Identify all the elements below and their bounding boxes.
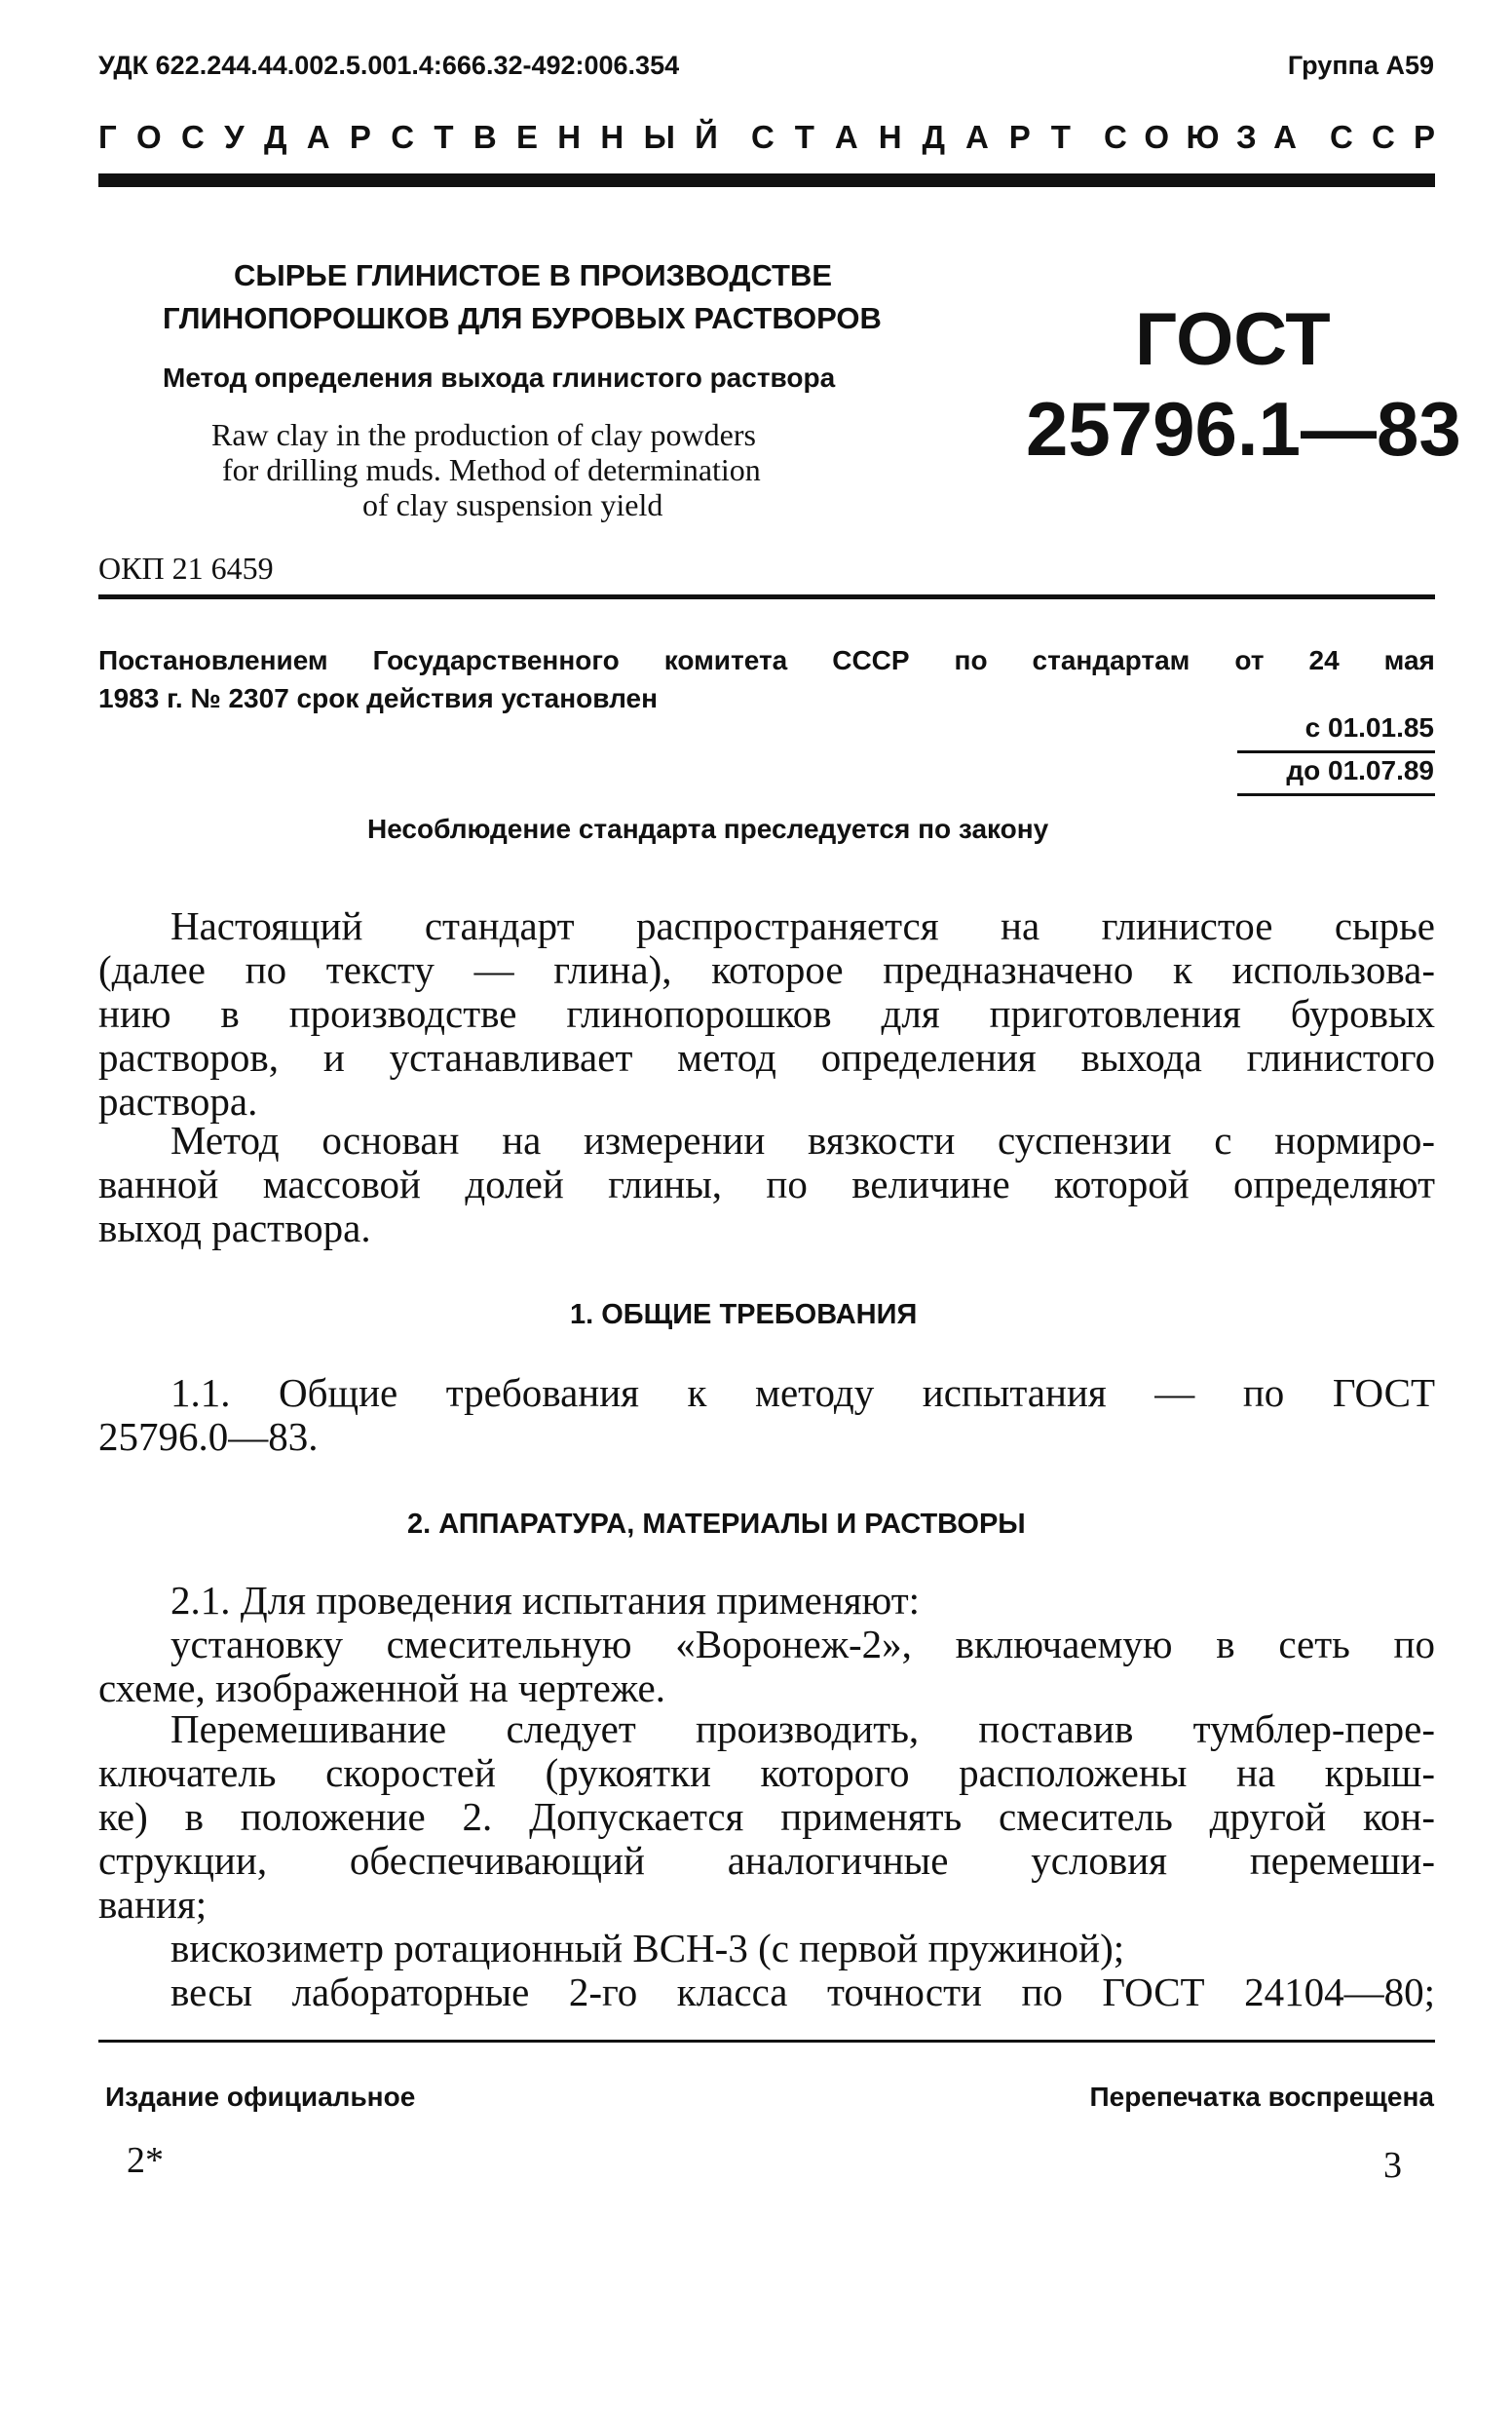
paragraph-line: установку смесительную «Воронеж-2», включаемую в сеть по [170,1622,1435,1666]
footer-rule [98,2040,1435,2043]
paragraph-line: струкции, обеспечивающий аналогичные условия перемеши- [98,1838,1435,1883]
edition-note: Издание официальное [105,2082,416,2112]
banner-word-union [1104,119,1297,156]
paragraph-line: нию в производстве глинопорошков для приготовления буровых [98,991,1435,1036]
paragraph-line: Настоящий стандарт распространяется на глинистое сырье [170,903,1435,948]
banner-letter: Р [1008,119,1031,155]
title-rule [98,594,1435,599]
decree-word: СССР [832,645,910,675]
banner-letter: О [1144,119,1169,155]
banner-letter: З [1235,119,1257,155]
paragraph-line: Метод основан на измерении вязкости суспензии с нормиро- [170,1118,1435,1163]
banner-letter: Р [1413,119,1435,155]
paragraph-line: ке) в положение 2. Допускается применять смеситель другой кон- [98,1794,1435,1839]
banner-letter: Ю [1186,119,1220,155]
gost-label: ГОСТ [1135,298,1331,381]
banner-letter: Н [557,119,582,155]
gost-number: 25796.1—83 [1026,386,1461,472]
english-title-line-1: Raw clay in the production of clay powders [211,417,756,452]
decree-word: Государственного [372,645,620,675]
banner-word-standard [751,119,1071,156]
paragraph-line: 1.1. Общие требования к методу испытания — по ГОСТ [170,1370,1435,1415]
banner-letter: Г [98,119,117,155]
english-title-line-3: of clay suspension yield [362,487,663,522]
paragraph-line: вискозиметр ротационный ВСН-3 (с первой пружиной); [170,1926,1125,1970]
decree-word: комитета [663,645,788,675]
banner-letter: С [391,119,415,155]
paragraph-line: 25796.0—83. [98,1414,319,1459]
banner-letter: А [1273,119,1297,155]
paragraph-line: Перемешивание следует производить, поставив тумблер-пере- [170,1706,1435,1751]
paragraph-line: ключатель скоростей (рукоятки которого расположены на крыш- [98,1750,1435,1795]
okp-code: ОКП 21 6459 [98,551,274,586]
banner-letter: А [834,119,858,155]
paragraph-line: (далее по тексту — глина), которое предназначено к использова- [98,947,1435,992]
date-underline [1237,793,1435,796]
sheet-mark: 2* [127,2140,164,2181]
paragraph-line: раствора. [98,1079,258,1124]
paragraph-line: ванной массовой долей глины, по величине которой определяют [98,1162,1435,1206]
legal-warning: Несоблюдение стандарта преследуется по закону [367,814,1049,844]
banner-letter: Р [349,119,371,155]
group-code: Группа А59 [1287,51,1434,80]
paragraph-line: вания; [98,1882,208,1927]
paragraph-line: выход раствора. [98,1205,371,1250]
decree-line-2: 1983 г. № 2307 срок действия установлен [98,683,658,713]
method-subtitle: Метод определения выхода глинистого раствора [163,363,836,393]
reprint-note: Перепечатка воспрещена [1089,2082,1434,2112]
valid-from-date: с 01.01.85 [1304,712,1434,743]
header-rule [98,173,1435,187]
banner-letter: А [964,119,989,155]
state-standard-banner [98,119,1435,156]
paragraph-line: 2.1. Для проведения испытания применяют: [170,1578,921,1623]
decree-word: 24 [1308,645,1340,675]
banner-letter: В [472,119,497,155]
decree-word: Постановлением [98,645,328,675]
section-heading-1: 1. ОБЩИЕ ТРЕБОВАНИЯ [570,1299,918,1330]
decree-word: от [1234,645,1265,675]
banner-letter: Н [600,119,624,155]
decree-word: мая [1383,645,1435,675]
decree-word: стандартам [1032,645,1191,675]
udk-code: УДК 622.244.44.002.5.001.4:666.32-492:006.354 [98,51,680,80]
banner-letter: А [306,119,330,155]
paragraph-line: схеме, изображенной на чертеже. [98,1665,666,1710]
page-number: 3 [1383,2145,1402,2186]
banner-letter: Д [922,119,946,155]
banner-word-state [98,119,718,156]
banner-letter: Т [434,119,454,155]
banner-letter: Т [1050,119,1071,155]
paragraph-line: весы лабораторные 2-го класса точности по ГОСТ 24104—80; [170,1969,1435,2014]
banner-letter: О [136,119,162,155]
banner-letter: Ы [643,119,675,155]
banner-letter: Д [263,119,287,155]
banner-letter: Т [794,119,814,155]
valid-to-date: до 01.07.89 [1286,755,1434,785]
title-line-2: ГЛИНОПОРОШКОВ ДЛЯ БУРОВЫХ РАСТВОРОВ [163,301,882,335]
banner-letter: Й [695,119,718,155]
decree-line-1 [98,645,1435,676]
decree-word: по [954,645,988,675]
banner-letter: С [1371,119,1395,155]
english-title-line-2: for drilling muds. Method of determination [222,452,761,487]
banner-letter: С [751,119,775,155]
banner-word-ssr [1330,119,1435,156]
banner-letter: С [1104,119,1127,155]
banner-letter: У [224,119,245,155]
banner-letter: Е [515,119,538,155]
section-heading-2: 2. АППАРАТУРА, МАТЕРИАЛЫ И РАСТВОРЫ [407,1509,1026,1540]
banner-letter: Н [878,119,902,155]
paragraph-line: растворов, и устанавливает метод определения выхода глинистого [98,1035,1435,1080]
banner-letter: С [180,119,205,155]
date-underline [1237,750,1435,753]
title-line-1: СЫРЬЕ ГЛИНИСТОЕ В ПРОИЗВОДСТВЕ [234,258,833,292]
banner-letter: С [1330,119,1353,155]
